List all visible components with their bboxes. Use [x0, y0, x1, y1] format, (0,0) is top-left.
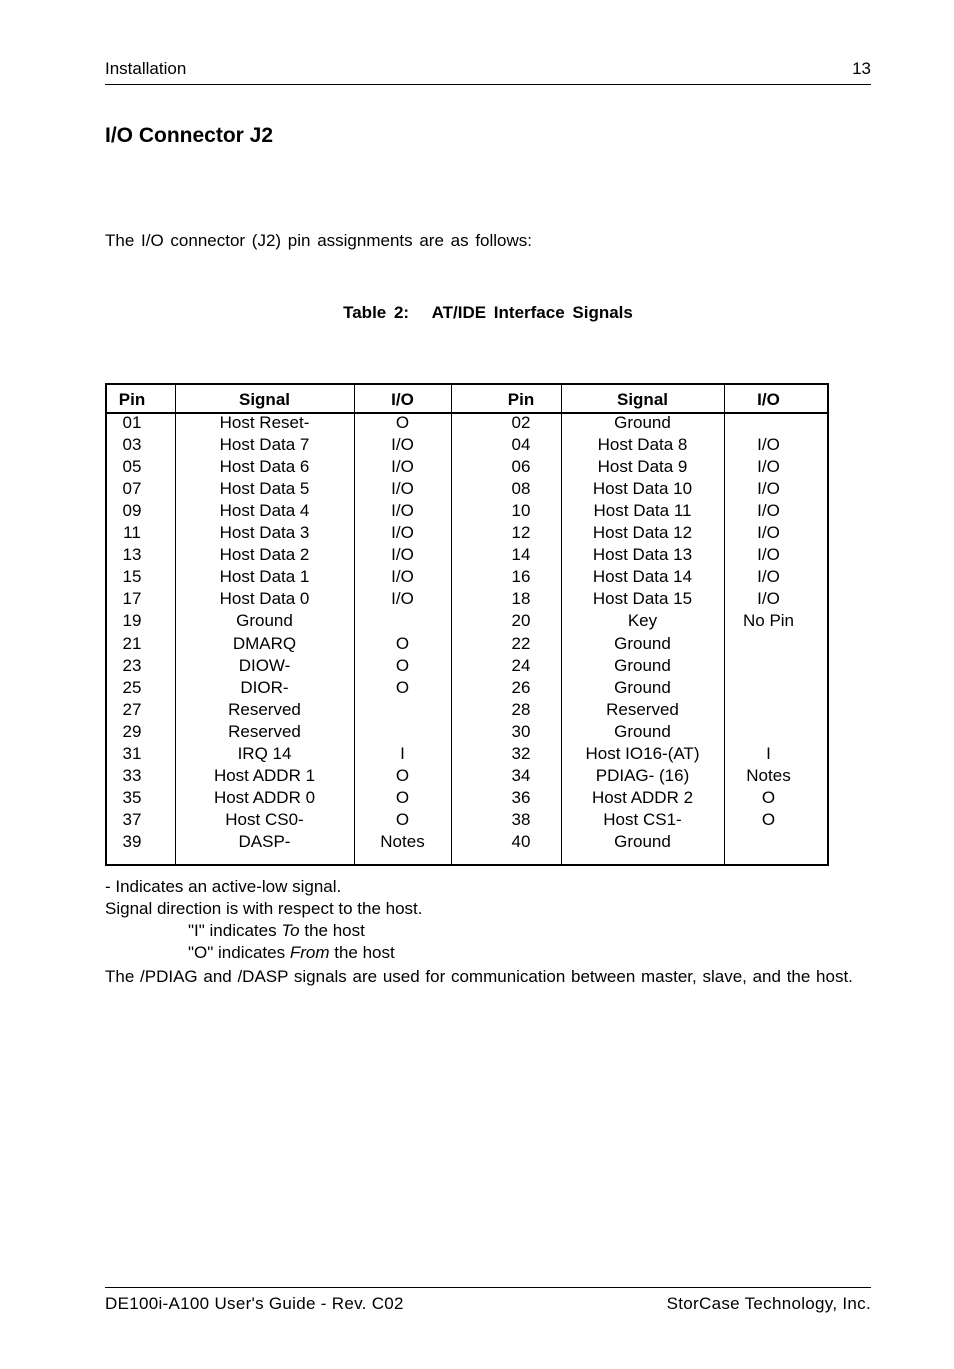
cell-io-left: I/O [391, 479, 414, 499]
cell-io-left: O [395, 809, 410, 829]
cell-io-right: I [766, 743, 771, 763]
note-to-prefix: "I" indicates [188, 921, 282, 940]
note-from-suffix: the host [329, 943, 395, 962]
cell-pin-left: 29 [122, 721, 142, 741]
cell-io-right: I/O [757, 589, 780, 609]
cell-signal-left: Host Reset- [219, 413, 310, 432]
column-header-signal-right: Signal [616, 390, 668, 409]
cell-io-right: O [761, 787, 776, 807]
cell-io-right: Notes [746, 765, 791, 785]
note-from-host [188, 943, 395, 963]
cell-signal-right: Host Data 15 [592, 589, 693, 609]
table-row [107, 501, 827, 523]
cell-pin-left: 09 [122, 501, 142, 521]
cell-signal-left: Ground [236, 611, 293, 631]
cell-signal-right: Host Data 9 [597, 457, 688, 477]
table-row [107, 766, 827, 788]
cell-signal-left: Host Data 2 [219, 545, 310, 565]
table-row [107, 722, 827, 744]
table-row [107, 744, 827, 766]
cell-signal-right: Host Data 8 [597, 435, 688, 455]
cell-signal-left: Host Data 0 [219, 589, 310, 609]
cell-signal-left: Host Data 4 [219, 501, 310, 521]
cell-io-left: I/O [391, 567, 414, 587]
cell-pin-right: 04 [511, 435, 531, 455]
intro-paragraph: The I/O connector (J2) pin assignments are as follows: [105, 231, 533, 250]
table-row [107, 832, 827, 854]
cell-pin-left: 19 [122, 611, 142, 631]
cell-signal-left: Host ADDR 0 [213, 787, 316, 807]
cell-pin-right: 02 [511, 413, 531, 432]
cell-signal-left: DIOW- [238, 655, 291, 675]
cell-signal-right: Ground [614, 677, 671, 697]
table-row [107, 545, 827, 567]
cell-signal-left: Host CS0- [225, 809, 304, 829]
cell-signal-right: Ground [614, 831, 671, 851]
cell-pin-left: 03 [122, 435, 142, 455]
table-row [107, 678, 827, 700]
cell-io-left: O [395, 765, 410, 785]
cell-signal-right: Ground [614, 413, 671, 432]
table-caption: Table 2: AT/IDE Interface Signals [343, 303, 633, 322]
cell-io-left: O [395, 633, 410, 653]
table-row [107, 788, 827, 810]
cell-pin-left: 01 [122, 413, 142, 432]
cell-pin-left: 23 [122, 655, 142, 675]
cell-signal-left: Host Data 7 [219, 435, 310, 455]
cell-signal-left: Host ADDR 1 [213, 765, 316, 785]
cell-pin-right: 30 [511, 721, 531, 741]
note-pdiag-dasp: The /PDIAG and /DASP signals are used for communication between master, slave, and the host. [105, 967, 853, 986]
cell-signal-left: Reserved [228, 721, 301, 741]
table-row [107, 523, 827, 545]
cell-pin-left: 21 [122, 633, 142, 653]
section-title: I/O Connector J2 [105, 124, 274, 147]
cell-io-left: O [395, 655, 410, 675]
note-to-suffix: the host [299, 921, 365, 940]
cell-pin-left: 27 [122, 699, 142, 719]
cell-io-right: I/O [757, 435, 780, 455]
cell-pin-right: 24 [511, 655, 531, 675]
cell-signal-right: Host Data 13 [592, 545, 693, 565]
table-row [107, 457, 827, 479]
cell-pin-right: 06 [511, 457, 531, 477]
note-from-word: From [289, 943, 330, 962]
column-header-signal-left: Signal [238, 390, 290, 409]
table-row [107, 656, 827, 678]
cell-signal-right: Host ADDR 2 [591, 787, 694, 807]
cell-io-left: I/O [391, 457, 414, 477]
cell-pin-right: 16 [511, 567, 531, 587]
table-row [107, 413, 827, 435]
cell-pin-left: 37 [122, 809, 142, 829]
cell-pin-left: 15 [122, 567, 142, 587]
cell-signal-right: Host Data 14 [592, 567, 693, 587]
cell-io-left: Notes [380, 831, 425, 851]
cell-io-left: I/O [391, 545, 414, 565]
cell-signal-left: Host Data 3 [219, 523, 310, 543]
running-header-section: Installation [105, 59, 187, 78]
column-header-io-left: I/O [391, 390, 414, 409]
cell-io-left: I/O [391, 589, 414, 609]
cell-signal-right: PDIAG- (16) [595, 765, 690, 785]
cell-io-right: No Pin [742, 611, 795, 631]
cell-io-left: O [395, 787, 410, 807]
cell-pin-left: 33 [122, 765, 142, 785]
cell-pin-right: 36 [511, 787, 531, 807]
footer-document-title: DE100i-A100 User's Guide - Rev. C02 [105, 1294, 404, 1313]
cell-signal-right: Host Data 10 [592, 479, 693, 499]
cell-pin-right: 34 [511, 765, 531, 785]
column-header-pin-right: Pin [507, 390, 535, 409]
table-row [107, 611, 827, 633]
cell-io-left: I [400, 743, 405, 763]
note-to-host [188, 921, 365, 941]
cell-signal-right: Reserved [606, 699, 679, 719]
cell-signal-right: Key [627, 611, 658, 631]
cell-signal-left: Host Data 5 [219, 479, 310, 499]
cell-pin-left: 05 [122, 457, 142, 477]
cell-io-left: O [395, 677, 410, 697]
cell-pin-right: 38 [511, 809, 531, 829]
cell-io-right: I/O [757, 457, 780, 477]
header-divider [105, 84, 871, 85]
table-row [107, 435, 827, 457]
cell-signal-left: IRQ 14 [237, 743, 292, 763]
note-active-low: - Indicates an active-low signal. [105, 877, 342, 896]
cell-pin-right: 18 [511, 589, 531, 609]
cell-signal-right: Host Data 11 [593, 501, 692, 521]
cell-signal-left: Host Data 6 [219, 457, 310, 477]
cell-pin-right: 32 [511, 743, 531, 763]
note-to-word: To [281, 921, 300, 940]
cell-signal-right: Host CS1- [603, 809, 682, 829]
cell-signal-left: Host Data 1 [219, 567, 310, 587]
cell-io-right: I/O [757, 501, 780, 521]
cell-signal-left: Reserved [228, 699, 301, 719]
cell-signal-right: Host IO16-(AT) [585, 743, 700, 763]
cell-io-left: I/O [391, 523, 414, 543]
note-signal-direction: Signal direction is with respect to the host. [105, 899, 423, 918]
cell-pin-right: 14 [511, 545, 531, 565]
footer-company: StorCase Technology, Inc. [666, 1294, 871, 1313]
cell-io-right: I/O [757, 523, 780, 543]
cell-pin-right: 08 [511, 479, 531, 499]
cell-pin-left: 17 [122, 589, 142, 609]
cell-io-right: O [761, 809, 776, 829]
cell-signal-right: Ground [614, 721, 671, 741]
cell-pin-right: 10 [511, 501, 531, 521]
cell-signal-left: DASP- [238, 831, 291, 851]
column-header-pin-left: Pin [118, 390, 146, 409]
cell-pin-right: 12 [511, 523, 531, 543]
cell-pin-right: 40 [511, 831, 531, 851]
pin-assignment-table [105, 383, 829, 866]
cell-pin-right: 26 [511, 677, 531, 697]
cell-pin-left: 25 [122, 677, 142, 697]
cell-signal-left: DMARQ [232, 633, 297, 653]
cell-io-right: I/O [757, 567, 780, 587]
cell-signal-right: Ground [614, 633, 671, 653]
page-number: 13 [852, 59, 871, 78]
cell-pin-left: 07 [122, 479, 142, 499]
cell-signal-left: DIOR- [240, 677, 289, 697]
cell-pin-left: 11 [123, 523, 141, 543]
cell-pin-left: 31 [122, 743, 142, 763]
table-row [107, 810, 827, 832]
table-row [107, 567, 827, 589]
cell-io-left: I/O [391, 501, 414, 521]
cell-pin-left: 13 [122, 545, 142, 565]
table-row [107, 700, 827, 722]
cell-io-right: I/O [757, 479, 780, 499]
table-row [107, 634, 827, 656]
cell-signal-right: Host Data 12 [592, 523, 693, 543]
table-row [107, 589, 827, 611]
cell-pin-right: 20 [511, 611, 531, 631]
cell-pin-left: 39 [122, 831, 142, 851]
note-from-prefix: "O" indicates [188, 943, 290, 962]
cell-io-right: I/O [757, 545, 780, 565]
cell-pin-right: 28 [511, 699, 531, 719]
table-row [107, 479, 827, 501]
cell-pin-left: 35 [122, 787, 142, 807]
footer-divider [105, 1287, 871, 1288]
cell-signal-right: Ground [614, 655, 671, 675]
column-header-io-right: I/O [757, 390, 780, 409]
cell-pin-right: 22 [511, 633, 531, 653]
cell-io-left: I/O [391, 435, 414, 455]
cell-io-left: O [395, 413, 410, 432]
